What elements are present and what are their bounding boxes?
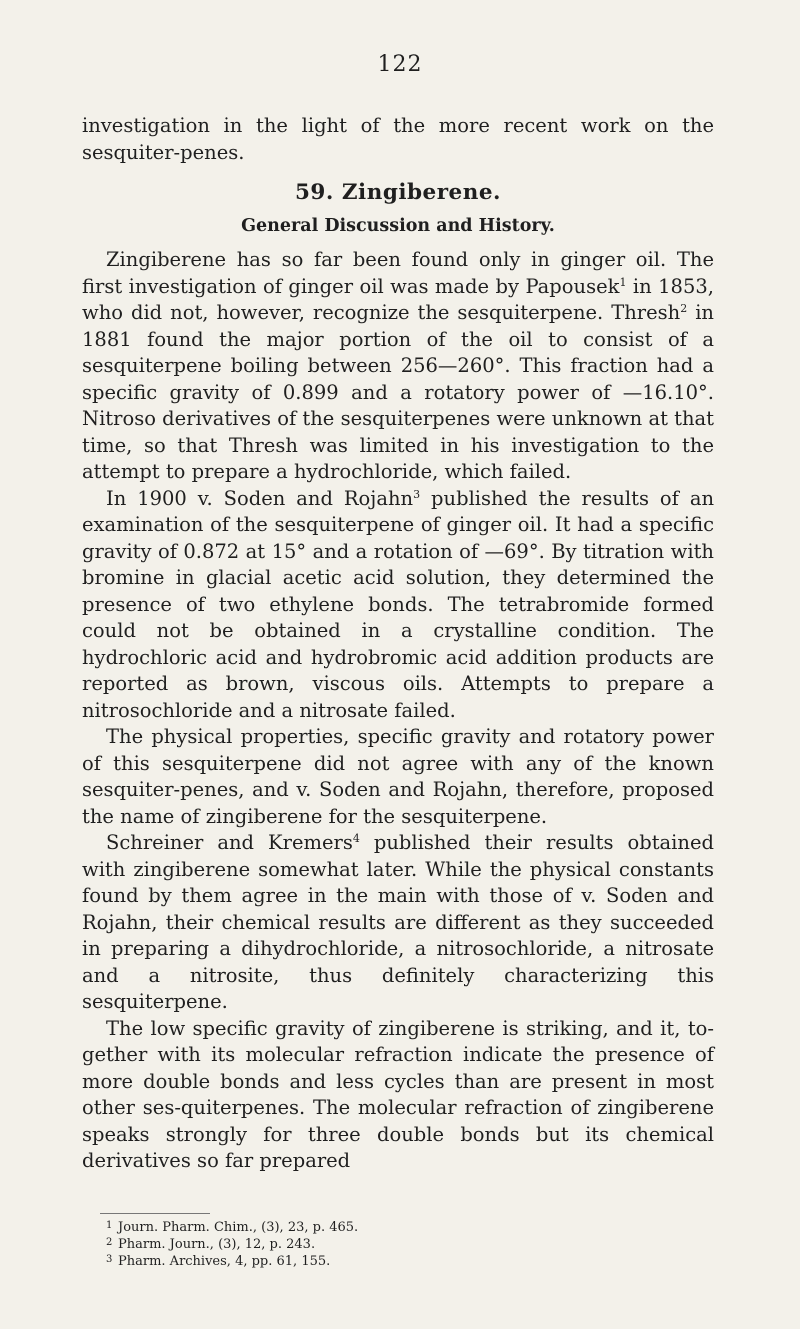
paragraph-soden-rojahn xyxy=(82,486,714,725)
paragraph-text: Schreiner and Kremers xyxy=(106,831,353,854)
paragraph-text: published the results of an examination of the sesquiterpene of ginger oil. It had a specific gravity of 0.872 at 15° and a rotation of —69°. By titration with bromine in glacial acetic acid solution, they determined the presence of two ethylene bonds. The tetrabromide formed could not be obtained in a crystalline condition. The hydrochloric acid and hydrobromic acid addition products are reported as brown, viscous oils. Attempts to prepare a nitrosochloride and a nitrosate failed. xyxy=(82,486,714,722)
paragraph-text: Zingiberene has so far been found only in ginger oil. The first investigation of ginger oil was made by Papousek xyxy=(82,248,714,298)
footnote-marker: 2 xyxy=(106,1237,113,1248)
footnote xyxy=(106,1252,606,1269)
page-number: 122 xyxy=(377,52,423,77)
footnote xyxy=(106,1235,606,1252)
footnote-ref[interactable]: 3 xyxy=(413,487,421,501)
section-title: 59. Zingiberene. xyxy=(294,180,502,205)
footnote-text: Pharm. Journ., (3), 12, p. 243. xyxy=(118,1237,316,1252)
footnote-divider xyxy=(100,1213,210,1214)
continuation-paragraph: investigation in the light of the more recent work on the sesquiter-penes. xyxy=(82,114,714,164)
page-body xyxy=(82,113,714,1175)
footnote-ref[interactable]: 2 xyxy=(680,302,688,315)
paragraph-physical-properties: The physical properties, specific gravity and rotatory power of this sesquiterpene did not agree with any of the known sesquiter-penes, and v. Soden and Rojahn, therefore, proposed the name of zingiberene for the sesquiterpene. xyxy=(82,725,714,828)
footnote-marker: 3 xyxy=(106,1254,113,1265)
paragraph-text: In 1900 v. Soden and Rojahn xyxy=(106,486,414,510)
paragraph-specific-gravity: The low specific gravity of zingiberene is striking, and it, to-gether with its molecular refraction indicate the presence of more double bonds and less cycles than are present in most other ses-quiterpenes. The molecular refraction of zingiberene speaks strongly for three double bonds but its chemical derivatives so far prepared xyxy=(82,1016,714,1172)
paragraph-text: published their results obtained with zingiberene somewhat later. While the physical constants found by them agree in the main with those of v. Soden and Rojahn, their chemical results are different as they succeeded in preparing a dihydrochloride, a nitrosochloride, a nitrosate and a nitrosite, thus definitely characterizing this sesquiterpene. xyxy=(82,831,714,1013)
footnote-marker: 1 xyxy=(106,1220,113,1231)
footnote-ref[interactable]: 1 xyxy=(619,275,627,289)
subsection-title: General Discussion and History. xyxy=(241,215,555,236)
footnote-ref[interactable]: 4 xyxy=(352,832,360,845)
paragraph-text: in 1853, who did not, however, recognize the sesquiterpene. Thresh xyxy=(82,274,714,324)
paragraph-text: in 1881 found the major portion of the oil to consist of a sesquiterpene boiling between 256—260°. This fraction had a specific gravity of 0.899 and a rotatory power of —16.10°. Nitroso derivatives of the sesquiterpenes were unknown at that time, so that Thresh was limited in his investigation to the attempt to prepare a hydrochloride, which failed. xyxy=(82,301,714,483)
footnote xyxy=(106,1218,606,1235)
paragraph-schreiner-kremers xyxy=(82,830,714,1016)
footnote-text: Pharm. Archives, 4, pp. 61, 155. xyxy=(118,1254,331,1269)
footnote-text: Journ. Pharm. Chim., (3), 23, p. 465. xyxy=(118,1220,359,1235)
footnotes xyxy=(106,1218,606,1269)
paragraph-history xyxy=(82,247,714,486)
